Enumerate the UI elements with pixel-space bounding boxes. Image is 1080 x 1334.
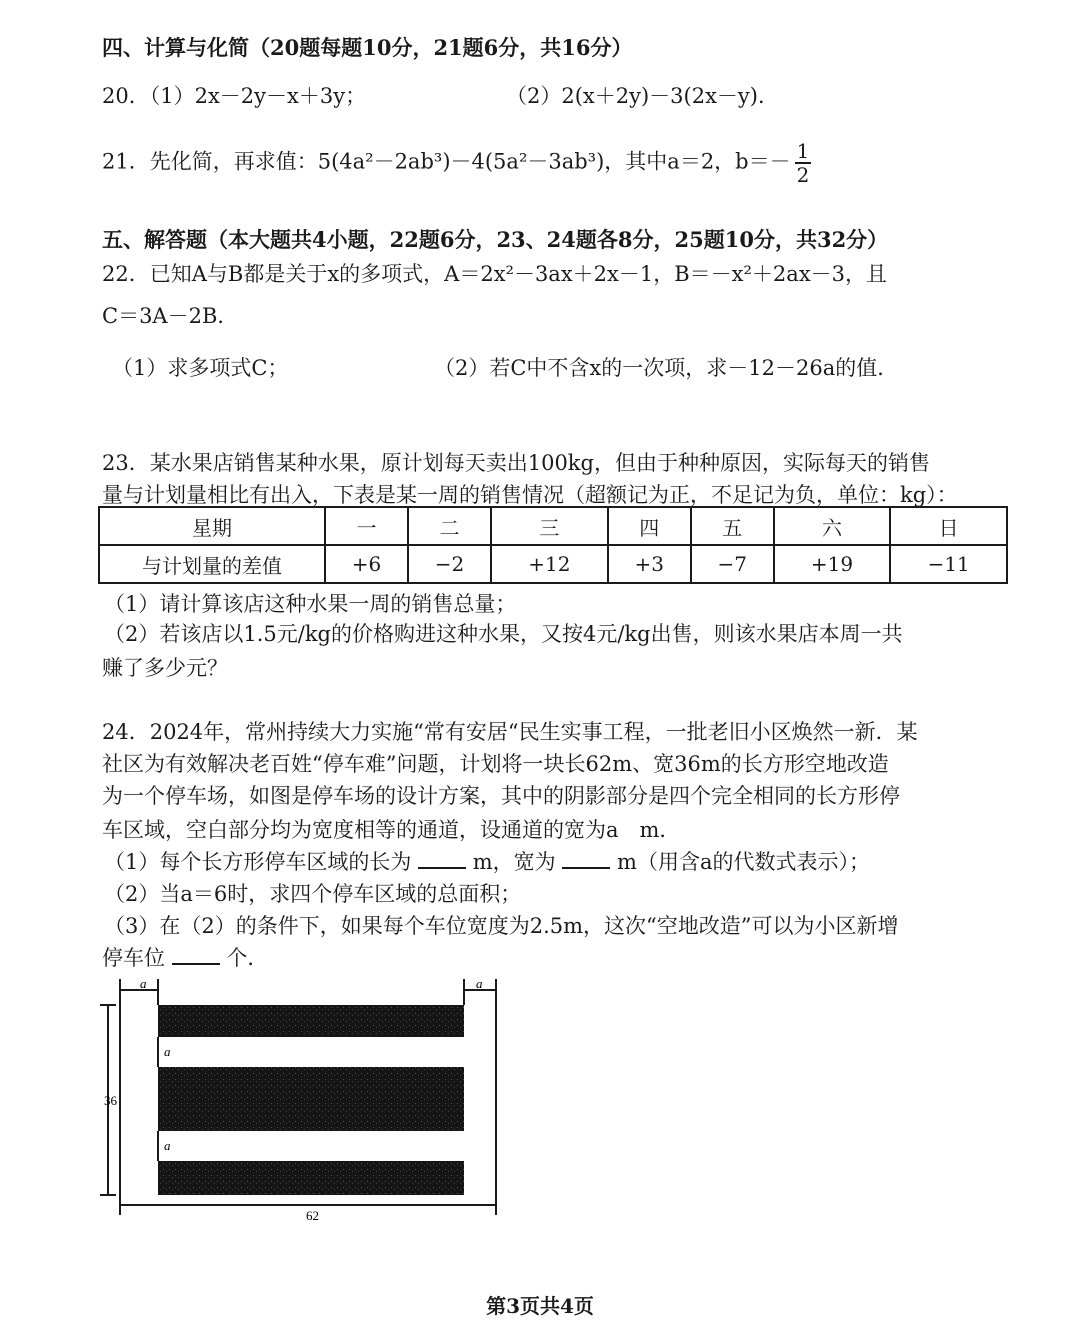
section-4-title: 四、计算与化简（20题每题10分，21题6分，共16分） bbox=[102, 35, 633, 60]
q24-part3-a: 停车位 bbox=[102, 946, 165, 970]
q24-line1: 24．2024年，常州持续大力实施“常有安居“民生实事工程，一批老旧小区焕然一新．某 bbox=[102, 720, 918, 744]
q21-denominator: 2 bbox=[796, 163, 810, 187]
label-a-gap1: a bbox=[164, 1044, 171, 1059]
table-row bbox=[99, 545, 1007, 583]
q23-part2: （2）若该店以1.5元/kg的价格购进这种水果，又按4元/kg出售，则该水果店本周一共 bbox=[104, 622, 903, 646]
q21-fraction bbox=[795, 140, 812, 186]
label-a-gap2: a bbox=[164, 1138, 171, 1153]
table-cell: 四 bbox=[608, 507, 691, 545]
q24-part3: （3）在（2）的条件下，如果每个车位宽度为2.5m，这次“空地改造”可以为小区新增 bbox=[104, 914, 899, 938]
table-cell: −2 bbox=[408, 545, 491, 583]
q24-line2: 社区为有效解决老百姓“停车难”问题，计划将一块长62m、宽36m的长方形空地改造 bbox=[102, 752, 889, 776]
table-cell: 三 bbox=[491, 507, 608, 545]
label-a-top-right: a bbox=[476, 976, 483, 991]
sales-table bbox=[98, 506, 1008, 584]
parking-area bbox=[158, 1161, 464, 1195]
table-cell: −7 bbox=[691, 545, 774, 583]
answer-blank bbox=[418, 849, 466, 869]
table-cell: −11 bbox=[890, 545, 1007, 583]
q23-line2: 量与计划量相比有出入，下表是某一周的销售情况（超额记为正，不足记为负，单位：kg）： bbox=[102, 483, 958, 507]
label-a-top-left: a bbox=[140, 976, 147, 991]
table-cell: +12 bbox=[491, 545, 608, 583]
q24-part1 bbox=[104, 846, 870, 876]
table-cell: 与计划量的差值 bbox=[99, 545, 325, 583]
label-height: 36 bbox=[104, 1093, 117, 1108]
table-cell: +3 bbox=[608, 545, 691, 583]
q23-part1: （1）请计算该店这种水果一周的销售总量； bbox=[104, 592, 517, 616]
table-header-row bbox=[99, 507, 1007, 545]
q21-text: 21．先化简，再求值：5(4a²－2ab³)－4(5a²－3ab³)，其中a＝2，b＝－ bbox=[102, 149, 791, 174]
q24-part1-b: m，宽为 bbox=[472, 850, 556, 874]
label-width: 62 bbox=[306, 1208, 319, 1223]
answer-blank bbox=[562, 849, 610, 869]
parking-area bbox=[158, 1067, 464, 1131]
q24-part3-cont bbox=[102, 942, 268, 972]
q23-part2-cont: 赚了多少元？ bbox=[102, 656, 228, 680]
q24-line4: 车区域，空白部分均为宽度相等的通道，设通道的宽为a m． bbox=[102, 818, 681, 842]
q21 bbox=[102, 140, 811, 186]
table-cell: 二 bbox=[408, 507, 491, 545]
parking-lot-diagram bbox=[96, 975, 516, 1225]
table-cell: 星期 bbox=[99, 507, 325, 545]
q21-numerator: 1 bbox=[796, 139, 810, 163]
table-cell: 一 bbox=[325, 507, 408, 545]
parking-area bbox=[158, 1005, 464, 1037]
section-5-title: 五、解答题（本大题共4小题，22题6分，23、24题各8分，25题10分，共32分） bbox=[102, 227, 889, 252]
q20-part1: 20．（1）2x－2y－x＋3y； bbox=[102, 84, 367, 108]
q24-part3-b: 个． bbox=[226, 946, 269, 970]
q24-part1-c: m（用含a的代数式表示）； bbox=[617, 850, 870, 874]
table-cell: 六 bbox=[774, 507, 891, 545]
answer-blank bbox=[172, 945, 220, 965]
q22-line2: C＝3A－2B． bbox=[102, 304, 239, 328]
q24-part1-a: （1）每个长方形停车区域的长为 bbox=[104, 850, 412, 874]
table-cell: +19 bbox=[774, 545, 891, 583]
q22-part1: （1）求多项式C； bbox=[112, 356, 289, 380]
q20-part2: （2）2(x＋2y)－3(2x－y)． bbox=[506, 84, 779, 108]
table-cell: 日 bbox=[890, 507, 1007, 545]
page-footer: 第3页共4页 bbox=[486, 1294, 594, 1318]
table-cell: 五 bbox=[691, 507, 774, 545]
q24-line3: 为一个停车场，如图是停车场的设计方案，其中的阴影部分是四个完全相同的长方形停 bbox=[102, 784, 900, 808]
q23-line1: 23．某水果店销售某种水果，原计划每天卖出100kg，但由于种种原因，实际每天的销售 bbox=[102, 451, 930, 475]
q22-line1: 22．已知A与B都是关于x的多项式，A＝2x²－3ax＋2x－1，B＝－x²＋2ax－3，且 bbox=[102, 262, 888, 286]
q24-part2: （2）当a＝6时，求四个停车区域的总面积； bbox=[104, 882, 522, 906]
table-cell: +6 bbox=[325, 545, 408, 583]
q22-part2: （2）若C中不含x的一次项，求－12－26a的值． bbox=[434, 356, 899, 380]
